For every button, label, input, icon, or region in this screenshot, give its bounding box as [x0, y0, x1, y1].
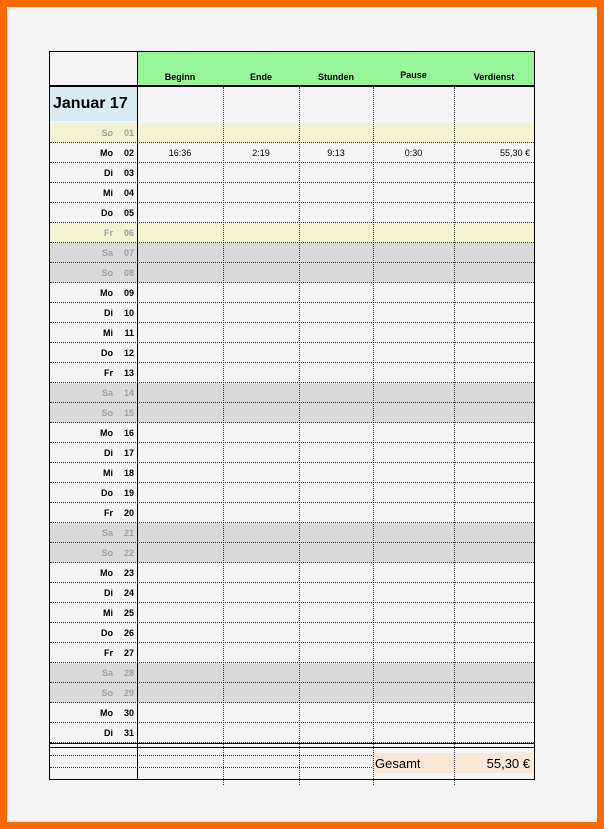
day-number: 26 — [123, 628, 134, 638]
column-divider — [137, 52, 138, 779]
table-row — [50, 303, 534, 323]
day-name: Di — [104, 448, 113, 458]
table-row — [50, 623, 534, 643]
day-name: So — [101, 408, 113, 418]
day-number: 23 — [123, 568, 134, 578]
day-number: 02 — [123, 148, 134, 158]
header-beginn: Beginn — [164, 72, 196, 82]
day-number: 01 — [123, 128, 134, 138]
day-name: Fr — [104, 648, 113, 658]
day-name: Mo — [100, 428, 113, 438]
timesheet-table — [49, 51, 535, 780]
day-number: 21 — [123, 528, 134, 538]
blank-row-line — [50, 767, 372, 768]
table-row — [50, 383, 534, 403]
table-row — [50, 363, 534, 383]
total-label: Gesamt — [375, 756, 421, 771]
table-row — [50, 403, 534, 423]
day-name: Mo — [100, 568, 113, 578]
day-name: Do — [101, 348, 113, 358]
day-name: Mi — [103, 468, 113, 478]
day-name: Fr — [104, 228, 113, 238]
header-ende: Ende — [249, 72, 272, 82]
table-row — [50, 243, 534, 263]
table-row — [50, 123, 534, 143]
day-name: Di — [104, 588, 113, 598]
cell-pause[interactable]: 0:30 — [404, 148, 423, 158]
day-number: 18 — [123, 468, 134, 478]
day-name: Mi — [103, 608, 113, 618]
month-label-cell — [50, 87, 137, 121]
day-number: 07 — [123, 248, 134, 258]
day-number: 25 — [123, 608, 134, 618]
day-name: So — [101, 268, 113, 278]
header-stunden: Stunden — [318, 72, 354, 82]
day-name: So — [101, 688, 113, 698]
day-number: 19 — [123, 488, 134, 498]
table-row — [50, 323, 534, 343]
table-row — [50, 663, 534, 683]
table-row — [50, 203, 534, 223]
total-cell — [372, 753, 533, 773]
column-divider — [223, 87, 224, 785]
column-divider — [373, 87, 374, 785]
table-row — [50, 283, 534, 303]
day-name: Fr — [104, 508, 113, 518]
table-row — [50, 563, 534, 583]
table-row — [50, 643, 534, 663]
column-divider — [299, 87, 300, 785]
day-number: 04 — [123, 188, 134, 198]
table-row — [50, 163, 534, 183]
day-name: Do — [101, 488, 113, 498]
day-number: 31 — [123, 728, 134, 738]
cell-verdienst[interactable]: 55,30 € — [499, 148, 530, 158]
table-row — [50, 583, 534, 603]
day-number: 20 — [123, 508, 134, 518]
day-name: Mo — [100, 708, 113, 718]
blank-row-line — [50, 755, 372, 756]
table-row — [50, 723, 534, 743]
day-name: Di — [104, 728, 113, 738]
table-row — [50, 343, 534, 363]
day-name: Sa — [101, 388, 113, 398]
day-name: Sa — [101, 248, 113, 258]
header-verdienst: Verdienst — [473, 72, 515, 82]
table-row — [50, 703, 534, 723]
table-row — [50, 263, 534, 283]
day-number: 16 — [123, 428, 134, 438]
table-row — [50, 503, 534, 523]
table-row — [50, 463, 534, 483]
day-number: 30 — [123, 708, 134, 718]
day-name: Do — [101, 628, 113, 638]
table-row — [50, 603, 534, 623]
table-row — [50, 423, 534, 443]
day-name: Sa — [101, 668, 113, 678]
table-row — [50, 543, 534, 563]
day-name: Mi — [103, 188, 113, 198]
month-label: Januar 17 — [53, 95, 128, 112]
table-row — [50, 683, 534, 703]
column-header-row — [50, 52, 534, 87]
cell-beginn[interactable]: 16:36 — [168, 148, 192, 158]
day-name: Sa — [101, 528, 113, 538]
header-blank-cell — [50, 52, 137, 85]
day-number: 05 — [123, 208, 134, 218]
document-page — [7, 7, 597, 822]
day-number: 14 — [123, 388, 134, 398]
day-name: So — [101, 548, 113, 558]
header-pause: Pause — [400, 70, 427, 80]
total-value: 55,30 € — [486, 756, 530, 771]
day-name: Mi — [103, 328, 113, 338]
day-number: 22 — [123, 548, 134, 558]
cell-ende[interactable]: 2:19 — [252, 148, 270, 158]
day-number: 15 — [123, 408, 134, 418]
day-number: 08 — [123, 268, 134, 278]
day-number: 29 — [123, 688, 134, 698]
day-number: 03 — [123, 168, 134, 178]
day-number: 24 — [123, 588, 134, 598]
totals-separator — [50, 743, 534, 748]
day-name: So — [101, 128, 113, 138]
day-number: 12 — [123, 348, 134, 358]
day-name: Mo — [100, 148, 113, 158]
day-number: 17 — [123, 448, 134, 458]
table-row — [50, 443, 534, 463]
day-number: 13 — [123, 368, 134, 378]
column-divider — [454, 87, 455, 785]
day-name: Fr — [104, 368, 113, 378]
day-name: Do — [101, 208, 113, 218]
day-number: 09 — [123, 288, 134, 298]
table-row — [50, 223, 534, 243]
day-name: Di — [104, 308, 113, 318]
cell-stunden[interactable]: 9:13 — [327, 148, 345, 158]
table-row — [50, 523, 534, 543]
day-number: 27 — [123, 648, 134, 658]
day-name: Di — [104, 168, 113, 178]
day-number: 28 — [123, 668, 134, 678]
day-number: 11 — [124, 328, 134, 338]
table-row — [50, 483, 534, 503]
day-number: 10 — [123, 308, 134, 318]
table-row — [50, 143, 534, 163]
day-name: Mo — [100, 288, 113, 298]
table-row — [50, 183, 534, 203]
day-number: 06 — [123, 228, 134, 238]
